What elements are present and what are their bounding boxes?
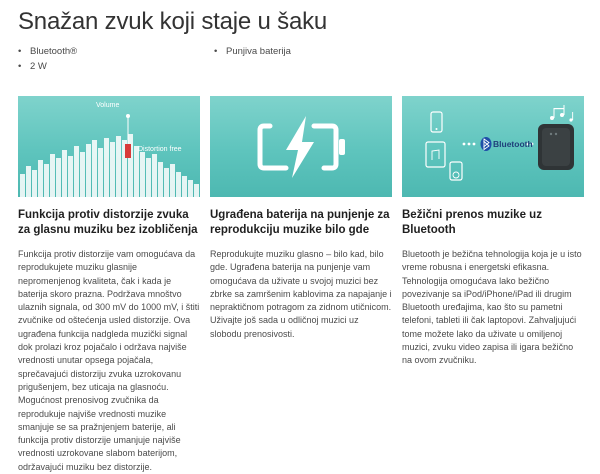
feature-description: Funkcija protiv distorzije vam omogućava da reprodukujete muziku glasnije nepromenjenog kvaliteta, čak i kada je baterija skoro prazna. Podržava mnoštvo ulaznih signala, od 300 mV do 1000 mV, i štiti zvučnike od oštećenja usled distorzije. Ova ugrađena funkcija nadgleda muzički signal dok prolazi kroz pojačalo i održava najviše vrednosti unutar opsega pojačala, sprečavajući distorziju zvuka uzrokovanu prigušenjem, bez uticaja na glasnoću. Mogućnost prenosivog zvučnika da reprodukuje najviše vrednosti muzike smanjuje se sa pražnjenjem baterije, ali funkcija protiv distorzije umanjuje najviše vrednosti uzrokovane slabom baterijom, održavajući muziku bez distorzije.: [18, 249, 200, 472]
feature-banner-battery: [210, 96, 392, 197]
page-title: Snažan zvuk koji staje u šaku: [18, 8, 328, 35]
music-player-icon: [450, 162, 462, 180]
spec-item: [214, 46, 291, 57]
spec-item: [18, 46, 77, 57]
spec-label: Punjiva baterija: [226, 46, 291, 57]
speaker-icon: [538, 124, 574, 170]
tablet-icon: [426, 142, 445, 167]
feature-description: Reprodukujte muziku glasno – bilo kad, bilo gde. Ugrađena baterija na punjenje vam omogućava da uživate u svojoj muzici bez zbrke sa zamršenim kablovima za napajanje i nepraktičnom potragom za zidnom utičnicom. Uživajte još sada u odličnoj muzici uz slobodu prenosivosti.: [210, 249, 392, 339]
bluetooth-icon: [481, 137, 492, 151]
feature-card-battery: [210, 96, 392, 341]
bluetooth-label: Bluetooth: [493, 139, 533, 149]
feature-title: Funkcija protiv distorzije zvuka za glasnu muziku bez izobličenja: [18, 209, 198, 236]
feature-card-bluetooth: [402, 96, 584, 368]
equalizer-bars-icon: [20, 134, 199, 197]
feature-banner-bluetooth: [402, 96, 584, 197]
feature-description: Bluetooth je bežična tehnologija koja je u isto vreme robusna i energetski efikasna. Tehnologija omogućava lako bežično povezivanje sa iPod/iPhone/iPad ili drugim Bluetooth uređajima, kao što su pametni telefoni, tableti ili čak laptopovi. Zahvaljujući tome možete lako da uživate u omiljenoj muzici, zvuku video zapisa ili igara bežično na ovom zvučniku.: [402, 249, 582, 366]
bullet-icon: •: [18, 46, 22, 57]
bullet-icon: •: [214, 46, 218, 57]
battery-charging-icon: [210, 96, 392, 197]
phone-icon: [431, 112, 442, 132]
feature-title: Ugrađena baterija na punjenje za reprodukciju muzike bilo gde: [210, 209, 390, 236]
feature-card-anti-distortion: [18, 96, 200, 474]
distortion-free-label: Distortion free: [138, 146, 182, 153]
volume-knob-icon: [126, 114, 130, 118]
distortion-marker-icon: [125, 144, 131, 158]
music-note-icon: [550, 105, 573, 122]
spec-label: 2 W: [30, 61, 47, 72]
spec-item: [18, 61, 47, 72]
spec-label: Bluetooth®: [30, 46, 78, 57]
bullet-icon: •: [18, 61, 22, 72]
feature-title: Bežični prenos muzike uz Bluetooth: [402, 209, 542, 236]
feature-banner-anti-distortion: [18, 96, 200, 197]
volume-label: Volume: [96, 102, 120, 109]
